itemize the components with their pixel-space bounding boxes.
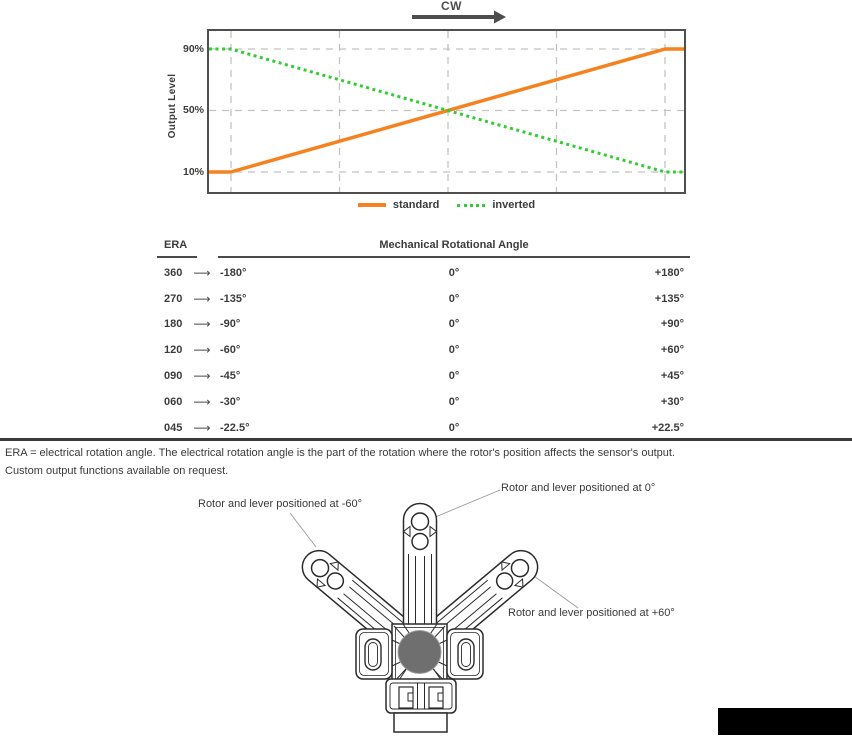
legend-label-standard: standard [392,199,440,211]
right-arrow-icon: ⟶ [193,369,211,384]
table-row [160,337,690,363]
zero-angle: 0° [448,344,460,357]
mra-column-header: Mechanical Rotational Angle [379,239,529,251]
zero-angle: 0° [448,318,460,331]
neg-angle: -45° [220,370,241,383]
neg-angle: -60° [220,344,241,357]
era-value: 270 [164,292,183,305]
table-row [160,312,690,338]
cw-direction-label: CW [441,0,462,13]
zero-angle: 0° [448,421,460,434]
label-lever-pos60: Rotor and lever positioned at +60° [508,607,675,619]
pos-angle: +45° [660,370,684,383]
neg-angle: -90° [220,318,241,331]
zero-angle: 0° [448,395,460,408]
slot-right [458,639,474,670]
y-tick-50: 50% [182,104,204,116]
right-arrow-icon: ⟶ [193,420,211,435]
neg-angle: -180° [220,266,247,279]
connector [386,679,456,732]
pos-angle: +60° [660,344,684,357]
table-row [160,415,690,441]
table-row [160,286,690,312]
right-arrow-icon: ⟶ [193,394,211,409]
slot-left [365,639,381,670]
neg-angle: -30° [220,395,241,408]
pos-angle: +135° [654,292,684,305]
right-arrow-icon: ⟶ [193,265,211,280]
chart-legend [209,199,684,211]
sensor-body [356,624,483,732]
table-row [160,389,690,415]
right-arrow-icon: ⟶ [193,291,211,306]
table-header [160,236,690,260]
section-divider-rule [0,438,852,441]
pos-angle: +180° [654,266,684,279]
pos-angle: +22.5° [651,421,684,434]
zero-angle: 0° [448,266,460,279]
pos-angle: +30° [660,395,684,408]
footnote [5,444,845,480]
standard-line-icon [358,203,386,207]
table-row [160,363,690,389]
neg-angle: -22.5° [220,421,250,434]
legend-item-inverted [457,199,535,211]
zero-angle: 0° [448,370,460,383]
footnote-line-2: Custom output functions available on request. [5,465,229,477]
era-header-rule [157,256,197,258]
cw-arrow-icon [412,10,507,24]
era-column-header: ERA [164,239,188,251]
output-level-chart [207,29,686,194]
inverted-line-icon [457,204,485,207]
right-arrow-icon: ⟶ [193,317,211,332]
era-value: 090 [164,370,183,383]
y-axis-label: Output Level [167,73,178,139]
label-lever-neg60: Rotor and lever positioned at -60° [198,498,362,510]
rotor-circle [398,631,441,674]
leader-line-neg60 [290,513,316,547]
era-angle-table [160,236,690,441]
legend-item-standard [358,199,439,211]
footnote-line-1: ERA = electrical rotation angle. The electrical rotation angle is the part of the rotation where the rotor's position affects the sensor's output. [5,447,675,459]
era-value: 180 [164,318,183,331]
connector-base [394,713,447,732]
zero-angle: 0° [448,292,460,305]
era-value: 360 [164,266,183,279]
era-value: 120 [164,344,183,357]
y-tick-90: 90% [182,43,204,55]
legend-label-inverted: inverted [492,199,536,211]
redacted-logo-block [718,708,852,735]
leader-line-zero [433,490,500,518]
table-row [160,260,690,286]
chart-canvas [209,31,684,192]
era-value: 060 [164,395,183,408]
mra-header-rule [218,256,690,258]
neg-angle: -135° [220,292,247,305]
right-arrow-icon: ⟶ [193,343,211,358]
y-tick-10: 10% [182,166,204,178]
pos-angle: +90° [660,318,684,331]
rotor-lever-diagram [0,478,852,744]
era-value: 045 [164,421,183,434]
label-lever-zero: Rotor and lever positioned at 0° [501,482,656,494]
